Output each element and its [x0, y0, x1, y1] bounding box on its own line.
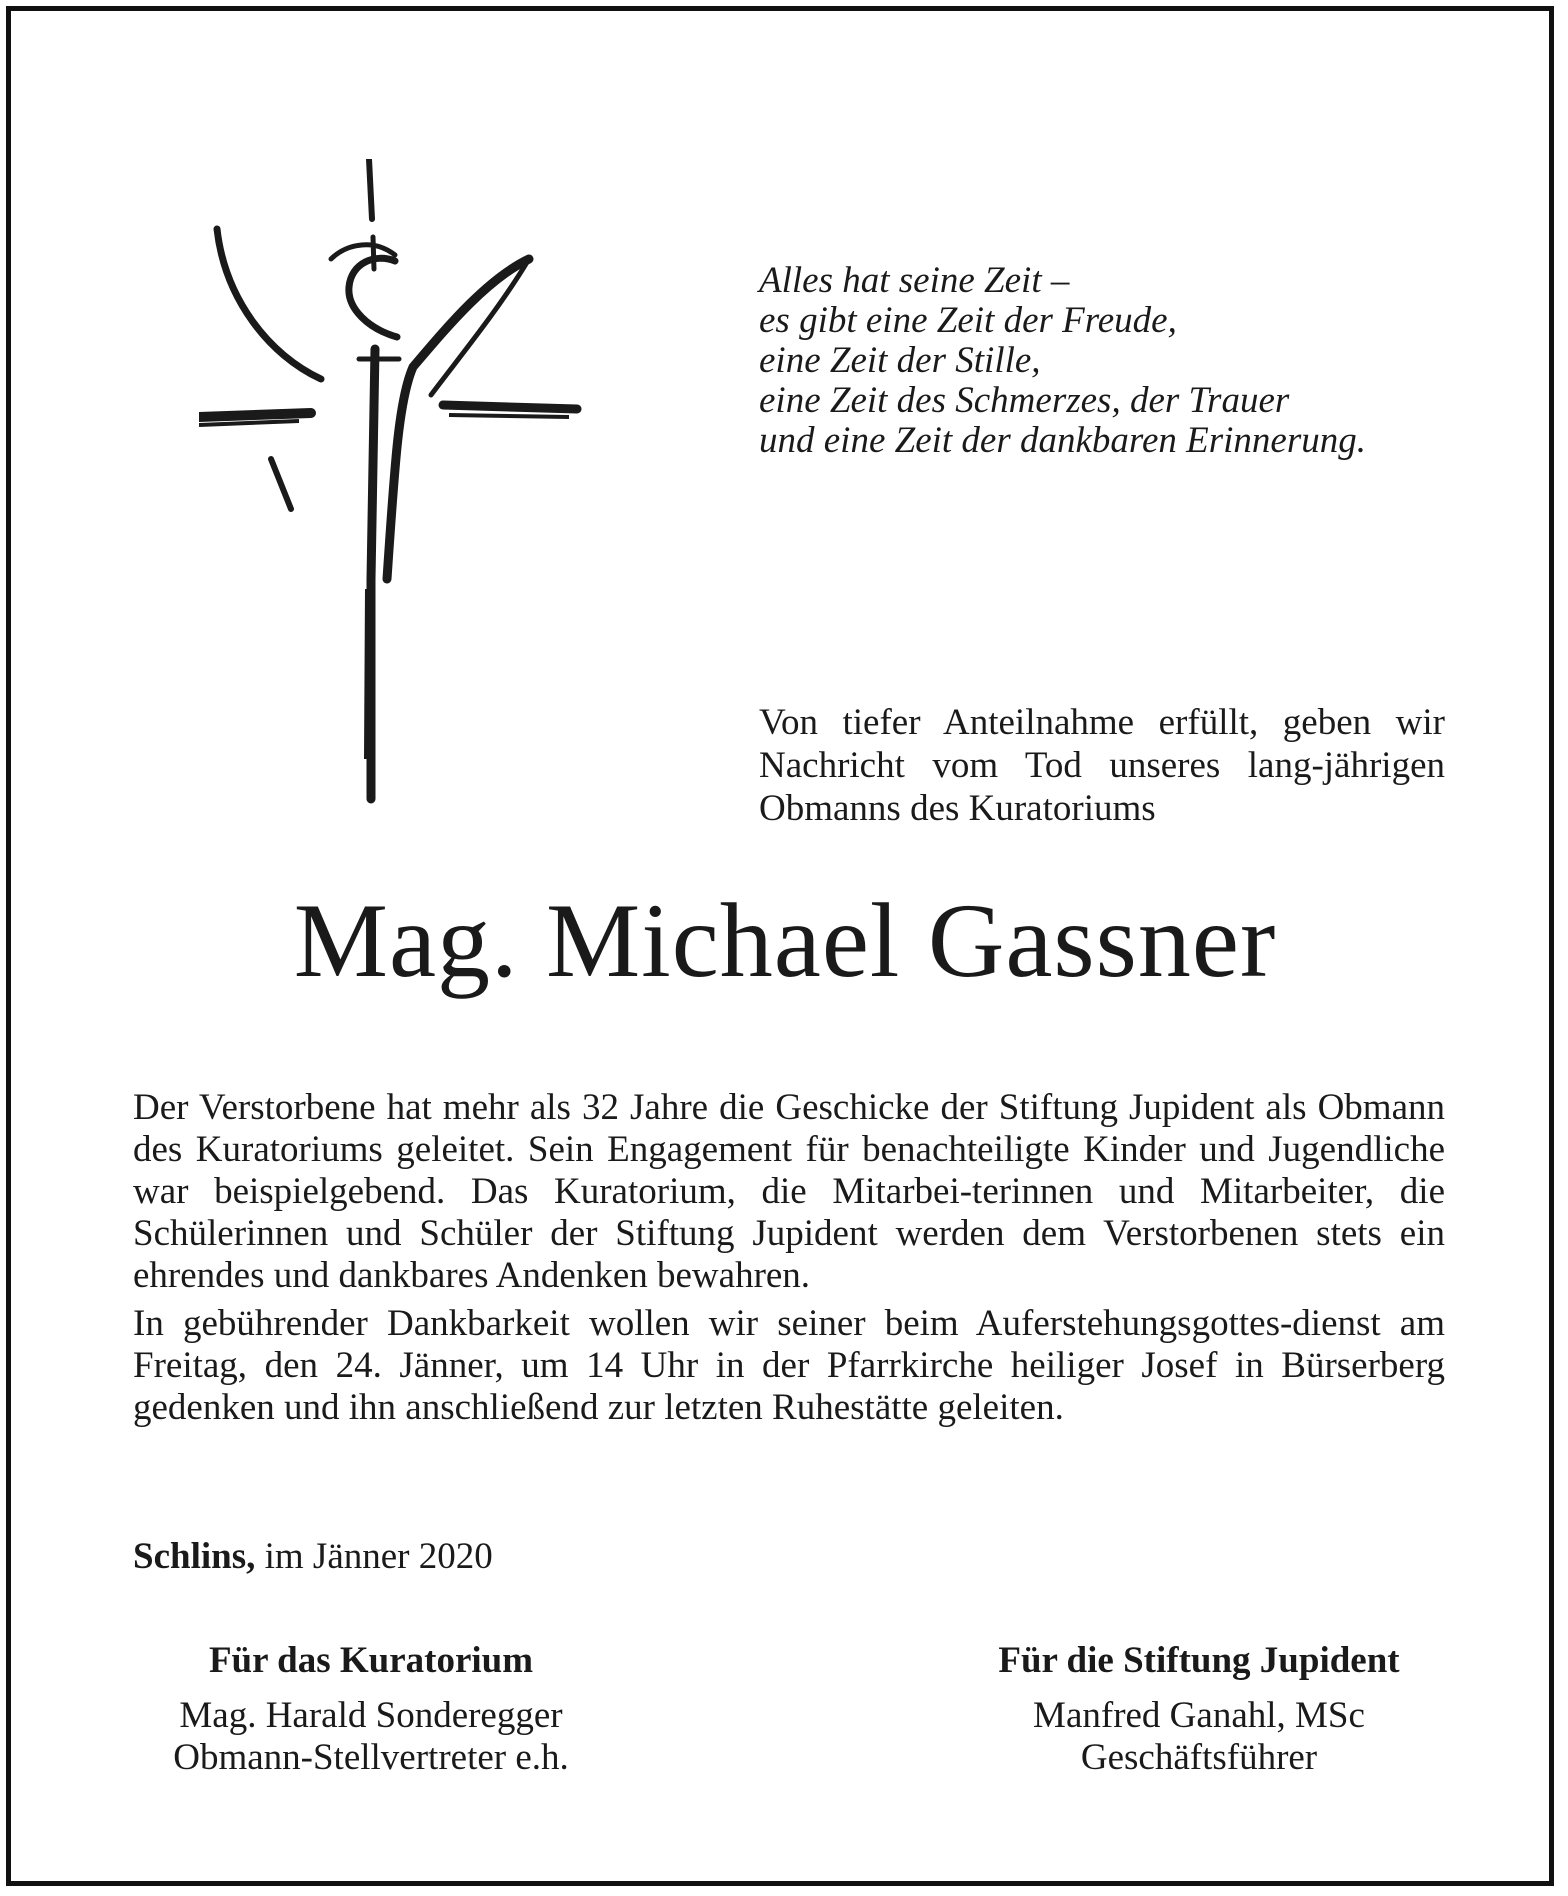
- signature-stiftung: [919, 1639, 1479, 1779]
- announcement-intro: Von tiefer Anteilnahme erfüllt, geben wir Nachricht vom Tod unseres lang-jährigen Obmanns des Kuratoriums: [759, 702, 1445, 829]
- signature-heading: Für das Kuratorium: [208, 1640, 534, 1681]
- signature-role: Obmann-Stellvertreter e.h.: [173, 1737, 569, 1778]
- signature-name: Manfred Ganahl, MSc: [1033, 1695, 1365, 1736]
- deceased-name: Mag. Michael Gassner: [293, 882, 1277, 999]
- body-paragraph: In gebührender Dankbarkeit wollen wir seiner beim Auferstehungsgottes-dienst am Freitag, den 24. Jänner, um 14 Uhr in der Pfarrkirche heiliger Josef in Bürserberg gedenken und ihn anschließend zur letzten Ruhestätte geleiten.: [133, 1303, 1445, 1428]
- dateline: [133, 1535, 493, 1579]
- poem-line: eine Zeit der Stille,: [759, 340, 1041, 381]
- cross-symbol-icon: [199, 159, 589, 829]
- signature-heading: Für die Stiftung Jupident: [998, 1640, 1400, 1681]
- obituary-notice: [6, 6, 1554, 1886]
- signature-name: Mag. Harald Sonderegger: [179, 1695, 563, 1736]
- poem-line: und eine Zeit der dankbaren Erinnerung.: [759, 420, 1366, 461]
- poem-quote: [759, 261, 1479, 461]
- poem-line: es gibt eine Zeit der Freude,: [759, 300, 1177, 341]
- poem-line: eine Zeit des Schmerzes, der Trauer: [759, 380, 1290, 421]
- dateline-place: Schlins,: [133, 1536, 256, 1577]
- obituary-body: [133, 1087, 1445, 1435]
- signature-role: Geschäftsführer: [1080, 1737, 1318, 1778]
- poem-line: Alles hat seine Zeit –: [759, 260, 1070, 301]
- body-paragraph: Der Verstorbene hat mehr als 32 Jahre die Geschicke der Stiftung Jupident als Obmann des Kuratoriums geleitet. Sein Engagement für benachteiligte Kinder und Jugendliche war beispielgebend. Das Kuratorium, die Mitarbei-terinnen und Mitarbeiter, die Schülerinnen und Schüler der Stiftung Jupident werden dem Verstorbenen stets ein ehrendes und dankbares Andenken bewahren.: [133, 1087, 1445, 1296]
- dateline-date: im Jänner 2020: [264, 1536, 493, 1577]
- signature-kuratorium: [91, 1639, 651, 1779]
